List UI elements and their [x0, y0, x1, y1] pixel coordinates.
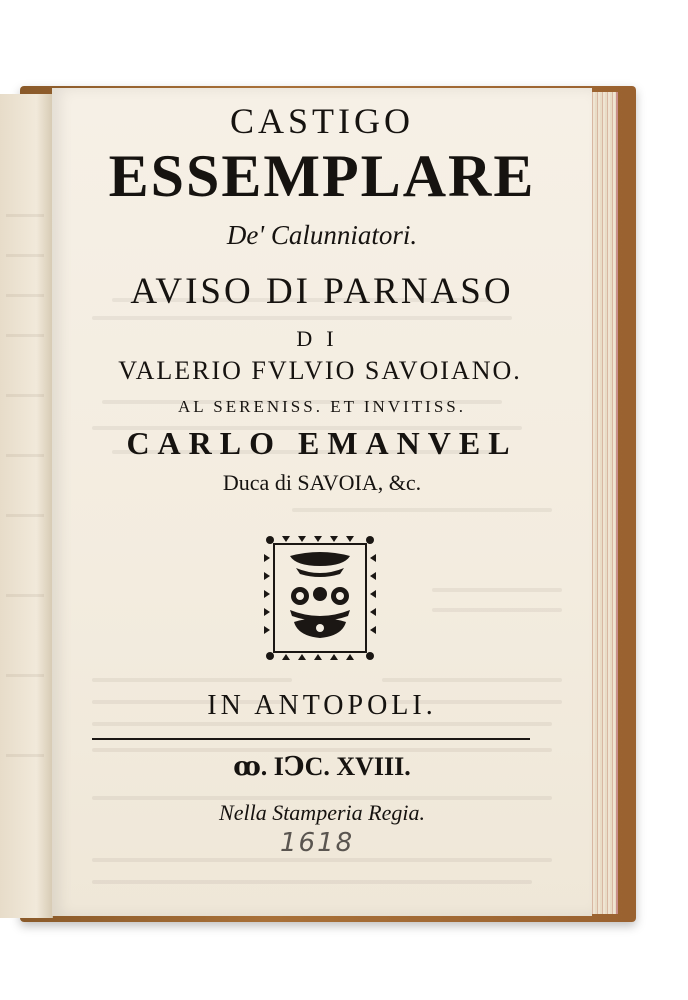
imprint-place: IN ANTOPOLI.	[207, 690, 437, 721]
title-line-essemplare: ESSEMPLARE	[108, 143, 536, 209]
imprint-rule	[92, 738, 530, 740]
dedication-line: AL SERENISS. ET INVITISS.	[178, 397, 466, 416]
author-name: VALERIO FVLVIO SAVOIANO.	[118, 356, 522, 385]
handwritten-year: 1618	[280, 828, 355, 858]
title-line-calunniatori: De' Calunniatori.	[226, 220, 418, 250]
imprint-date: ꝏ. IↃC. XVIII.	[233, 752, 411, 781]
dedicatee-name: CARLO EMANVEL	[126, 425, 518, 461]
title-page	[52, 88, 592, 916]
left-page	[0, 94, 53, 918]
printers-ornament-icon	[260, 530, 380, 666]
imprint-printer: Nella Stamperia Regia.	[219, 800, 425, 825]
title-line-di: DI	[296, 326, 348, 351]
title-line-aviso: AVISO DI PARNASO	[130, 271, 514, 312]
title-line-castigo: CASTIGO	[229, 101, 414, 141]
dedicatee-title: Duca di SAVOIA, &c.	[222, 470, 422, 495]
